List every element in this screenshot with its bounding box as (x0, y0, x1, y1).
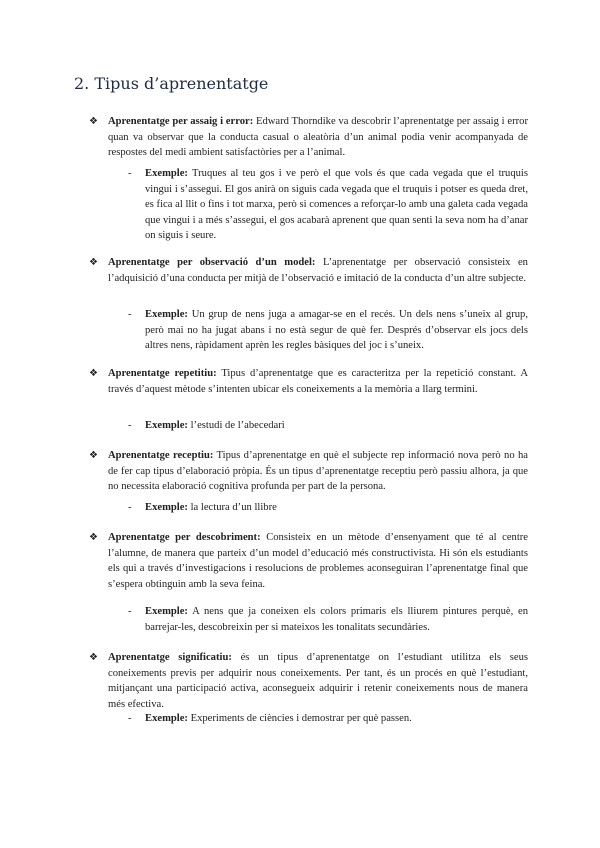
example-paragraph (145, 711, 528, 727)
example-paragraph (145, 418, 528, 434)
example-text: la lectura d’un llibre (187, 502, 277, 513)
diamond-bullet-icon: ❖ (89, 368, 98, 379)
diamond-bullet-icon: ❖ (89, 450, 98, 461)
item-text: és un tipus d’aprenentatge on l’estudiant utilitza els seus coneixements previs per adquirir nous coneixements. Per tant, és un procés en què l’estudiant, mitjançant una participació activa, aconsegueix adquirir i retenir coneixements nous de manera més efectiva. (108, 652, 528, 710)
example-item (128, 711, 528, 727)
example-text: Truques al teu gos i ve però el que vols és que cada vegada que el truquis vingui i s’assegui. El gos anirà on siguis cada vegada que el truquis i potser es queda dret, es fica al llit o fins i tot marxa, però si comences a reforçar-lo amb una galeta cada vegada que vingui i a més s’assegui, el gos acabarà aprenent que quan senti la seva nom ha d’anar on siguis i seure. (145, 168, 529, 241)
example-text: Un grup de nens juga a amagar-se en el recés. Un dels nens s’uneix al grup, però mai no ha jugat abans i no està segur de què fer. Després d’observar els jocs dels altres nens, ràpidament aprèn les regles bàsiques del joc i s’uneix. (145, 309, 528, 351)
list-item (89, 114, 528, 161)
list-item (89, 530, 528, 592)
diamond-bullet-icon: ❖ (89, 532, 98, 543)
example-item (128, 166, 529, 244)
dash-bullet: - (128, 420, 132, 431)
item-paragraph (108, 530, 528, 592)
example-text: A nens que ja coneixen els colors primaris els lliurem pintures perquè, en barrejar-les, descobreixin per si mateixos les tonalitats secundàries. (145, 606, 528, 633)
example-paragraph (145, 307, 528, 354)
example-item (128, 604, 528, 635)
example-text: Experiments de ciències i demostrar per què passen. (187, 713, 412, 724)
item-text: Edward Thorndike va descobrir l’aprenentatge per assaig i error quan va observar que la conducta casual o aleatòria d’un animal podia venir acompanyada de respostes del medi ambient satisfactòries per a l’animal. (108, 116, 528, 158)
example-label: Exemple: (145, 606, 188, 617)
diamond-bullet-icon: ❖ (89, 116, 98, 127)
item-term: Aprenentatge receptiu: (108, 450, 214, 461)
item-paragraph (108, 255, 528, 286)
example-label: Exemple: (145, 502, 188, 513)
item-text: L’aprenentatge per observació consisteix en l’adquisició d’una conducta per mitjà de l’observació e imitació de la conducta d’un altre subjecte. (108, 257, 528, 284)
dash-bullet: - (128, 309, 132, 320)
list-item (89, 366, 528, 397)
example-label: Exemple: (145, 713, 188, 724)
diamond-bullet-icon: ❖ (89, 257, 98, 268)
dash-bullet: - (128, 606, 132, 617)
example-paragraph (145, 166, 528, 244)
list-item (89, 255, 528, 286)
example-text: l’estudi de l’abecedari (187, 420, 285, 431)
diamond-bullet-icon: ❖ (89, 652, 98, 663)
example-item (128, 500, 528, 516)
item-text: Tipus d’aprenentatge en què el subjecte rep informació nova però no ha de fer cap tipus d’elaboració pròpia. És un tipus d’aprenentatge receptiu però passiu alhora, ja que no necessita elaboració cognitiva profunda per part de la persona. (108, 450, 529, 492)
dash-bullet: - (128, 168, 132, 179)
item-text: Tipus d’aprenentatge que es caracteritza per la repetició constant. A través d’aquest mètode s’intenten ubicar els coneixements a la memòria a llarg termini. (108, 368, 528, 395)
example-label: Exemple: (145, 309, 188, 320)
item-term: Aprenentatge per observació d’un model: (108, 257, 316, 268)
item-term: Aprenentatge repetitiu: (108, 368, 217, 379)
item-term: Aprenentatge per assaig i error: (108, 116, 254, 127)
item-paragraph (108, 448, 528, 495)
example-label: Exemple: (145, 420, 188, 431)
item-term: Aprenentatge per descobriment: (108, 532, 261, 543)
example-paragraph (145, 500, 528, 516)
example-item (128, 418, 528, 434)
section-heading: 2. Tipus d’aprenentatge (74, 74, 269, 93)
example-label: Exemple: (145, 168, 188, 179)
item-term: Aprenentatge significatiu: (108, 652, 232, 663)
item-text: Consisteix en un mètode d’ensenyament que té al centre l’alumne, de manera que parteix d’un model d’educació més constructivista. Hi són els estudiants els qui a través d’investigacions i resolucions de problemes aconseguiran l’aprenentatge final que s’espera obtinguin amb la seva feina. (108, 532, 528, 590)
item-paragraph (108, 366, 528, 397)
dash-bullet: - (128, 502, 132, 513)
dash-bullet: - (128, 713, 132, 724)
list-item (89, 448, 529, 495)
example-paragraph (145, 604, 528, 635)
example-item (128, 307, 528, 354)
item-paragraph (108, 114, 528, 161)
list-item (89, 650, 528, 712)
item-paragraph (108, 650, 528, 712)
